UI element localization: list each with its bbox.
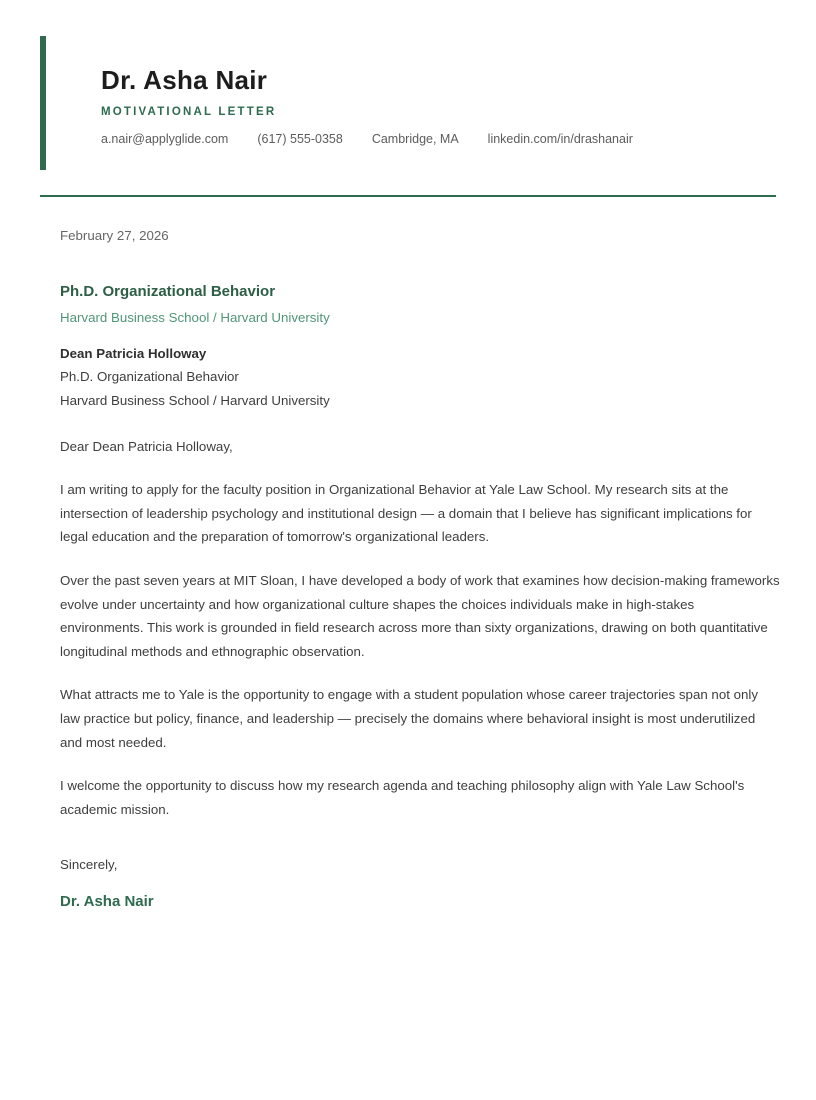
header-divider (40, 195, 776, 197)
contact-email: a.nair@applyglide.com (101, 132, 229, 147)
contact-phone: (617) 555-0358 (257, 132, 343, 147)
contact-row (101, 132, 633, 146)
body-paragraph-1: I am writing to apply for the faculty position in Organizational Behavior at Yale Law School. My research sits at the intersection of leadership psychology and institutional design — a domain that I believe has significant implications for legal education and the preparation of tomorrow's organizational leaders. (60, 482, 752, 545)
recipient-position: Ph.D. Organizational Behavior (60, 369, 239, 385)
letter-header (40, 36, 776, 170)
salutation: Dear Dean Patricia Holloway, (60, 438, 233, 454)
recipient-name: Dean Patricia Holloway (60, 345, 207, 361)
institution-line: Harvard Business School / Harvard University (60, 310, 330, 326)
document-type-label: MOTIVATIONAL LETTER (101, 106, 277, 119)
contact-location: Cambridge, MA (371, 132, 459, 147)
closing: Sincerely, (60, 857, 118, 873)
page-title: Dr. Asha Nair (101, 65, 268, 95)
signature-name: Dr. Asha Nair (60, 892, 154, 910)
body-paragraph-4: I welcome the opportunity to discuss how my research agenda and teaching philosophy align with Yale Law School's academic mission. (60, 778, 745, 817)
recipient-institution: Harvard Business School / Harvard University (60, 393, 330, 409)
position-title: Ph.D. Organizational Behavior (60, 282, 276, 300)
letter-body (60, 224, 780, 913)
contact-linkedin: linkedin.com/in/drashanair (487, 132, 633, 147)
letter-date: February 27, 2026 (60, 228, 169, 244)
body-paragraph-2: Over the past seven years at MIT Sloan, I have developed a body of work that examines how decision-making frameworks evolve under uncertainty and how organizational culture shapes the choices individuals make in high-stakes environments. This work is grounded in field research across more than sixty organizations, drawing on both quantitative longitudinal methods and ethnographic observation. (60, 573, 780, 659)
body-paragraph-3: What attracts me to Yale is the opportunity to engage with a student population whose career trajectories span not only law practice but policy, finance, and leadership — precisely the domains where behavioral insight is most underutilized and most needed. (60, 687, 759, 750)
header-content (46, 36, 633, 170)
recipient-block (60, 342, 780, 413)
